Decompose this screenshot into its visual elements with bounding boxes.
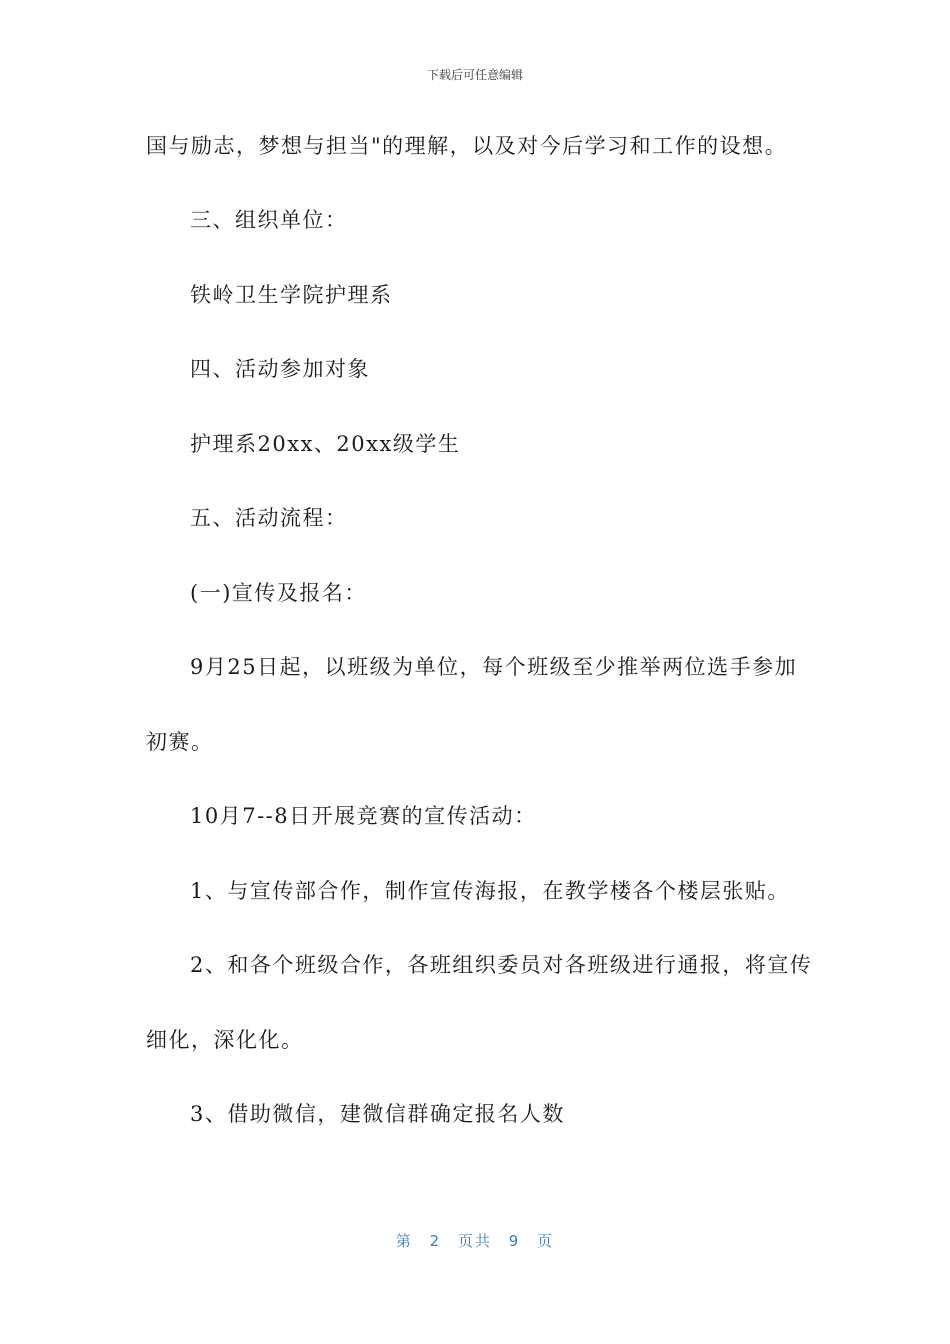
paragraph-line: 9月25日起，以班级为单位，每个班级至少推举两位选手参加 xyxy=(190,655,798,679)
paragraph-line: 初赛。 xyxy=(146,730,214,754)
section-heading: 三、组织单位： xyxy=(190,208,348,232)
page-footer: 第 2 页共 9 页 xyxy=(395,1232,555,1250)
section-heading: 四、活动参加对象 xyxy=(190,357,370,381)
list-item: 1、与宣传部合作，制作宣传海报，在教学楼各个楼层张贴。 xyxy=(190,879,790,903)
list-item-continuation: 细化，深化化。 xyxy=(146,1028,304,1052)
list-item: 2、和各个班级合作，各班组织委员对各班级进行通报，将宣传 xyxy=(190,953,813,977)
paragraph-line: 10月7--8日开展竞赛的宣传活动： xyxy=(190,804,537,828)
paragraph-line: 国与励志，梦想与担当"的理解，以及对今后学习和工作的设想。 xyxy=(146,134,788,158)
page-header: 下载后可任意编辑 xyxy=(426,68,523,82)
paragraph-line: 护理系20xx、20xx级学生 xyxy=(190,432,461,456)
subsection-heading: (一)宣传及报名： xyxy=(190,581,367,605)
list-item: 3、借助微信，建微信群确定报名人数 xyxy=(190,1102,565,1126)
paragraph-line: 铁岭卫生学院护理系 xyxy=(190,283,393,307)
section-heading: 五、活动流程： xyxy=(190,506,348,530)
